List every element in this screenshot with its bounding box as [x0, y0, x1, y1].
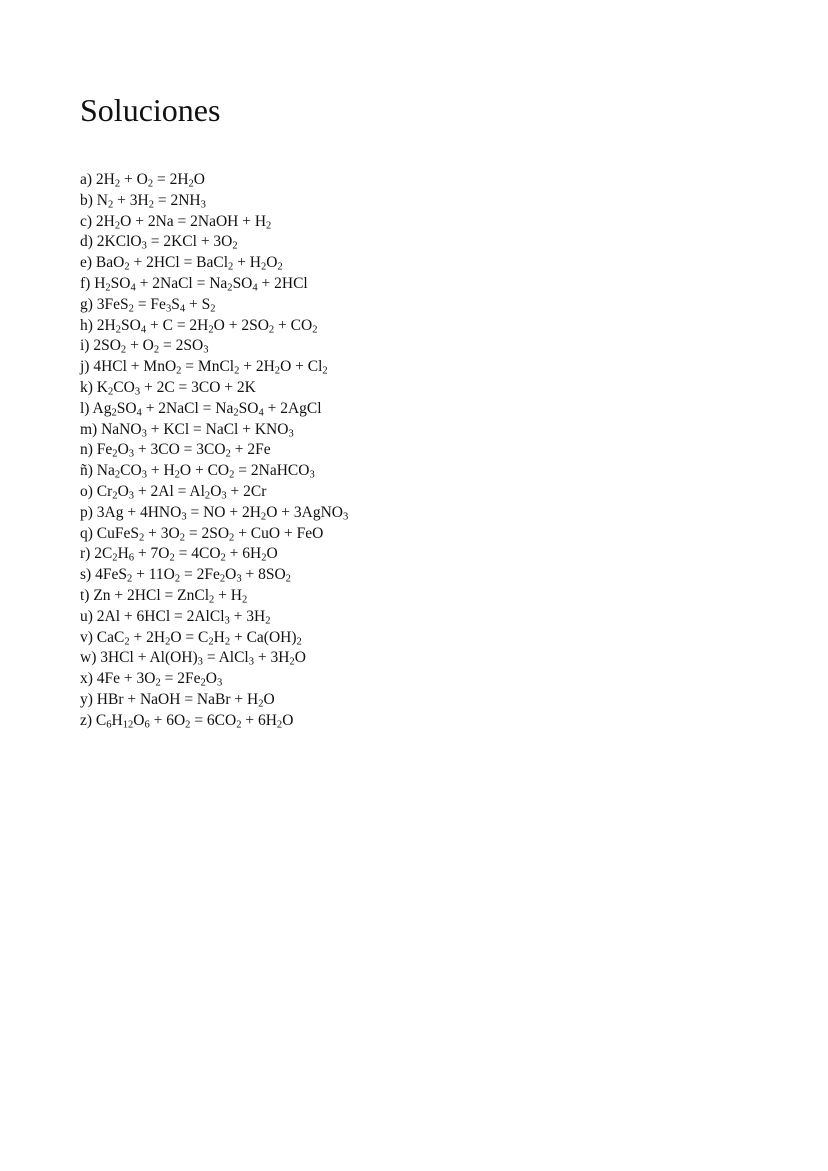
equation-text: 2Al + 6HCl = 2AlCl$_3$ + $3H_2$: [96, 607, 271, 627]
equation-item: [80, 170, 348, 191]
equation-label: d): [80, 233, 93, 251]
equation-text: NaNO$_3$ + KCl = NaCl + $KNO_3$: [101, 420, 294, 440]
equation-item: [80, 461, 348, 482]
equation-text: $Cr_2O_3 + 2Al = Al_2O_3 + 2Cr$: [96, 482, 267, 502]
equation-text: $N_2 + 3H_2 = 2NH_3$: [96, 191, 206, 211]
equation-item: [80, 503, 348, 524]
equation-item: [80, 295, 348, 316]
equation-item: [80, 212, 348, 233]
equation-item: [80, 648, 348, 669]
equation-text: $Ag_2SO_4$ + 2NaCl = $Na_2SO_4$ + 2AgCl: [92, 399, 322, 419]
equation-text: HBr + NaOH = NaBr + $H_2O$: [96, 690, 275, 710]
equation-label: c): [80, 212, 93, 230]
equation-item: [80, 274, 348, 295]
equation-label: h): [80, 316, 93, 334]
equation-label: a): [80, 171, 93, 188]
equation-text: $C_6H_{12}O_6 + 6O_2 = 6CO_2 + 6H_2O$: [95, 711, 294, 731]
equation-text: $2H_2SO_4 + C = 2H_2O + 2SO_2 + CO_2$: [96, 316, 318, 336]
equation-text: BaO$_2$ + 2HCl = BaCl$_2$ + $H_2O_2$: [95, 254, 283, 273]
equation-text: $4Fe + 3O_2 = 2Fe_2O_3$: [96, 670, 223, 689]
equation-text: $4FeS_2 + 11O_2 = 2Fe_2O_3 + 8SO_2$: [95, 566, 291, 585]
equation-item: [80, 690, 348, 711]
equation-item: [80, 586, 348, 607]
equation-label: i): [80, 337, 90, 355]
equation-text: $H_2SO_4$ + 2NaCl = $Na_2SO_4 + 2HCl$: [94, 274, 308, 294]
equation-item: [80, 544, 348, 565]
equation-item: [80, 191, 348, 212]
equation-label: p): [80, 503, 93, 521]
equation-item: [80, 399, 348, 420]
equation-item: [80, 628, 348, 649]
equation-text: 4HCl + MnO$_2$ = MnCl$_2$ + $2H_2O + Cl_2$: [93, 358, 328, 377]
equation-text: $3FeS_2 = Fe_3S_4 + S_2$: [96, 295, 216, 315]
equation-text: 2KClO$_3$ = $2KCl + 3O_2$: [96, 233, 238, 253]
equation-label: y): [80, 690, 93, 708]
equation-label: x): [80, 670, 93, 688]
equation-item: [80, 253, 348, 274]
equation-text: $2H_2 + O_2 = 2H_2O$: [95, 171, 205, 190]
equation-label: m): [80, 420, 98, 438]
equation-text: $2C_2H_6 + 7O_2 = 4CO_2 + 6H_2O$: [94, 545, 278, 564]
equation-label: t): [80, 586, 90, 604]
equation-text: $3HCl + Al(OH)_3$ = AlCl$_3$ + $3H_2O$: [100, 649, 306, 668]
equation-text: $CaC_2 + 2H_2O = C_2H_2 + Ca(OH)_2$: [96, 628, 302, 648]
equation-label: s): [80, 566, 92, 584]
equation-text: $K_2CO_3 + 2C = 3CO + 2K$: [96, 378, 256, 398]
equation-label: w): [80, 649, 97, 667]
equation-label: b): [80, 191, 93, 209]
equation-item: [80, 232, 348, 253]
equation-item: [80, 669, 348, 690]
equation-label: q): [80, 524, 93, 542]
equation-label: k): [80, 378, 93, 396]
equation-label: r): [80, 545, 91, 563]
equation-text: $2H_2O + 2Na$ = 2NaOH + $H_2$: [95, 212, 272, 232]
equation-label: v): [80, 628, 93, 646]
equation-label: n): [80, 441, 93, 459]
equation-label: e): [80, 254, 93, 272]
equation-list: [80, 170, 348, 732]
equation-item: [80, 524, 348, 545]
equation-label: j): [80, 358, 90, 376]
equation-item: [80, 420, 348, 441]
equation-item: [80, 440, 348, 461]
equation-item: [80, 565, 348, 586]
equation-item: [80, 336, 348, 357]
equation-text: CuFeS$_2$ + $3O_2 = 2SO_2$ + CuO + FeO: [96, 524, 324, 544]
equation-text: $Fe_2O_3 + 3CO = 3CO_2 + 2Fe$: [96, 441, 271, 460]
equation-label: l): [80, 399, 90, 417]
equation-item: [80, 357, 348, 378]
equation-label: u): [80, 607, 93, 625]
equation-text: $3Ag + 4HNO_3$ = NO + $2H_2O$ + 3AgNO$_3$: [96, 503, 349, 523]
page-title: Soluciones: [80, 92, 221, 128]
equation-item: [80, 316, 348, 337]
equation-text: $Na_2CO_3 + H_2O + CO_2$ = 2NaHCO$_3$: [96, 462, 315, 481]
equation-label: ñ): [80, 462, 93, 480]
equation-label: o): [80, 482, 93, 500]
equation-item: [80, 711, 348, 732]
equation-label: f): [80, 274, 91, 292]
equation-item: [80, 607, 348, 628]
equation-text: Zn + 2HCl = ZnCl$_2$ + $H_2$: [93, 586, 248, 606]
equation-label: z): [80, 711, 93, 729]
equation-label: g): [80, 295, 93, 313]
equation-item: [80, 378, 348, 399]
equation-item: [80, 482, 348, 503]
equation-text: $2SO_2 + O_2 = 2SO_3$: [93, 337, 209, 356]
